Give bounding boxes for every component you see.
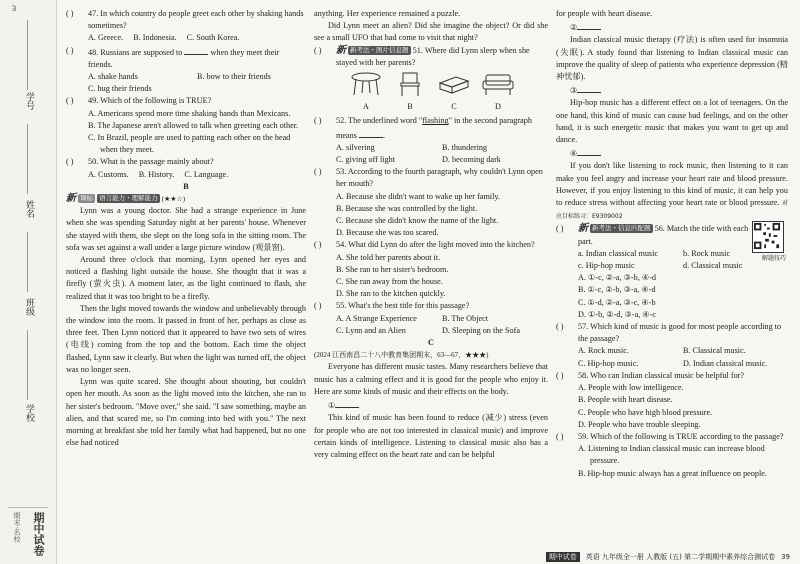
question-56-items	[556, 260, 788, 272]
option-b: B. ①-c, ②-b, ③-a, ④-d	[578, 285, 656, 295]
question-text: 50. What is the passage mainly about?	[88, 157, 214, 167]
option-a: A. Because she didn't want to wake up her family.	[336, 191, 500, 201]
blank-number: ①	[328, 401, 336, 411]
question-text: 54. What did Lynn do after the light moved into the kitchen?	[336, 240, 535, 250]
binding-strip	[0, 0, 57, 564]
option-c: C. ①-d, ②-a, ③-c, ④-b	[578, 297, 656, 307]
option-d: D. People who have trouble sleeping.	[578, 419, 701, 429]
standard-tag: 课标	[80, 194, 94, 203]
question-50-options	[66, 169, 306, 181]
answer-bracket[interactable]: ( )	[314, 45, 322, 55]
method-tag: 新考法・图片信息题	[350, 45, 409, 54]
match-item-a: a. Indian classical music	[578, 248, 659, 258]
question-55-options	[314, 325, 548, 337]
question-57	[556, 321, 788, 345]
question-53	[314, 166, 548, 190]
fill-blank	[577, 83, 601, 93]
new-mark-icon: 新	[578, 223, 588, 235]
option-b: B. Because she was controlled by the light.	[336, 203, 478, 213]
page-number: 39	[781, 553, 790, 561]
page-mark: 3	[12, 4, 16, 13]
option-c: C. In Brazil, people are used to patting each other on the head when they meet.	[88, 133, 291, 155]
option-c: C. hug their friends	[88, 84, 152, 94]
option-a: A. silvering	[336, 142, 375, 152]
question-57-options	[556, 358, 788, 370]
divider-line	[27, 20, 28, 90]
question-text: 49. Which of the following is TRUE?	[88, 96, 212, 106]
option-b: B. thundering	[442, 142, 488, 152]
option-c: C. Lynn and an Alien	[336, 325, 406, 335]
section-b-heading: B	[183, 181, 189, 191]
divider-line	[27, 232, 28, 292]
question-55-options	[314, 313, 548, 325]
answer-bracket[interactable]: ( )	[314, 301, 322, 311]
passage-paragraph: This kind of music has been found to reduce (减少) stress (even for people who are not too interested in classical music) and improve certain kinds of intelligence. Listening to classical music also has a very calming effect on the heart rate and can be helpful	[314, 413, 548, 459]
question-48	[66, 45, 306, 71]
option-a: A. Listening to Indian classical music can increase blood pressure.	[578, 444, 765, 466]
question-59	[556, 431, 788, 443]
option-b: B. Indonesia.	[133, 33, 177, 43]
option-c: C. Because she didn't know the name of the light.	[336, 216, 499, 226]
option-b: B. The Object	[442, 313, 489, 323]
section-c-heading: C	[428, 338, 434, 348]
answer-bracket[interactable]: ( )	[556, 224, 564, 234]
option-c: C. Language.	[184, 169, 229, 179]
question-text-part: 48. Russians are supposed to	[88, 47, 183, 57]
match-item-c: c. Hip-hop music	[578, 261, 635, 271]
picture-option-d[interactable]	[476, 71, 520, 113]
picture-option-c[interactable]	[432, 71, 476, 113]
passage-paragraph: Around three o'clock that morning, Lynn opened her eyes and noticed a flashing light outside the house. She thought that it was a firefly (萤火虫). A moment later, as the light continued to flash, she realized that it was too bright to be a firefly.	[66, 255, 306, 301]
picture-label: A	[363, 102, 369, 112]
option-a: A. ①-c, ②-a, ③-b, ④-d	[578, 273, 657, 283]
divider-line	[27, 124, 28, 194]
question-text-part: 52. The underlined word "	[336, 116, 423, 126]
blank-number: ④	[570, 149, 578, 159]
blank-heading-1	[314, 398, 548, 412]
option-c: C. She ran away from the house.	[336, 277, 443, 287]
question-47	[66, 8, 306, 32]
chair-icon	[392, 71, 428, 97]
question-text: 53. According to the fourth paragraph, why couldn't Lynn open her mouth?	[336, 167, 543, 189]
option-a: A. A Strange Experience	[336, 313, 417, 323]
qr-label: 解题技巧	[761, 255, 786, 263]
question-52-options	[314, 154, 548, 166]
question-text: 59. Which of the following is TRUE according to the passage?	[578, 431, 784, 441]
option-d: D. Indian classical music.	[683, 358, 768, 368]
passage-paragraph: Hip-hop music has a different effect on a lot of teenagers. On the one hand, this kind of music can cause bad feelings, and on the other hand, it is such energetic music that makes you want to get up and dance.	[556, 98, 788, 145]
divider-line	[27, 330, 28, 400]
passage-paragraph: for people with heart disease.	[556, 9, 653, 18]
option-b: B. People with heart disease.	[578, 395, 673, 405]
option-c: C. People who have high blood pressure.	[578, 407, 713, 417]
question-text: 58. Who can Indian classical music be helpful for?	[578, 370, 745, 380]
fill-blank	[335, 398, 359, 408]
picture-label: B	[407, 102, 413, 112]
class-label: 班级	[24, 298, 34, 316]
passage-paragraph: Lynn was quite scared. She thought about shouting, but couldn't open her mouth. As soon as the light moved into the kitchen, she ran to her sister's bedroom. "Move over," she said. "I saw something, maybe an alien, and that scared me, so I'm coming into bed with you." The next morning at breakfast she told her family what had happened, but no one else had noticed	[66, 377, 306, 448]
question-57-options	[556, 345, 788, 357]
picture-label: C	[451, 102, 457, 112]
qr-pattern	[753, 222, 781, 250]
option-d: D. becoming dark	[442, 155, 501, 165]
question-text-part: " in the second paragraph means	[336, 116, 532, 140]
fill-blank	[359, 128, 383, 138]
answer-bracket[interactable]: ( )	[556, 370, 564, 380]
fill-blank	[184, 45, 208, 55]
page-footer	[546, 552, 790, 562]
new-mark-icon: 新	[66, 193, 76, 205]
question-48-options	[66, 71, 306, 83]
option-a: A. Americans spend more time shaking hands than Mexicans.	[88, 108, 291, 118]
question-52-options	[314, 142, 548, 154]
bed-icon	[436, 71, 472, 97]
option-c: C. South Korea.	[186, 33, 240, 43]
passage-paragraph	[556, 160, 788, 223]
option-d: D. Because she was too scared.	[336, 228, 439, 238]
option-a: A. Customs.	[88, 169, 129, 179]
table-icon	[348, 71, 384, 97]
blank-heading-3	[556, 83, 788, 97]
answer-bracket[interactable]: ( )	[66, 157, 74, 167]
method-tag: 新考法・信息匹配题	[592, 224, 651, 233]
answer-bracket[interactable]: ( )	[66, 96, 74, 106]
picture-option-a[interactable]	[344, 71, 388, 113]
question-text-part: 56. Match the title with each part.	[578, 224, 749, 246]
option-a: A. She told her parents about it.	[336, 252, 441, 262]
passage-paragraph: Did Lynn meet an alien? Did she imagine the object? Or did she see a small UFO that had come to visit that night?	[314, 21, 548, 43]
option-a: A. Greece.	[88, 33, 124, 43]
section-b-tags	[66, 193, 306, 205]
target-note: 对应目标练习：E9309002	[556, 200, 789, 221]
option-d: D. She ran to the kitchen quickly.	[336, 289, 446, 299]
question-49	[66, 95, 306, 107]
question-text: 52. The underlined word "flashing" in the second paragraph means .	[336, 116, 532, 140]
footer-badge: 期中试卷	[546, 552, 580, 562]
option-a: A. People with low intelligence.	[578, 383, 684, 393]
difficulty-stars: (★★☆)	[161, 195, 186, 204]
picture-label: D	[495, 102, 501, 112]
brand-logo	[8, 507, 48, 556]
match-item-b: b. Rock music	[683, 248, 731, 258]
sofa-icon	[480, 71, 516, 97]
school-label: 学校	[24, 404, 34, 422]
column-right	[556, 8, 788, 480]
passage-text: If you don't like listening to rock music, then listening to it can make you feel angry and increase your heart rate and blood pressure. However, if you enjoy listening to this kind of music, it can help you to reduce stress without affecting your heart rate or blood pressure.	[556, 161, 788, 208]
option-b: B. The Japanese aren't allowed to talk when greeting each other.	[88, 120, 299, 130]
answer-bracket[interactable]: ( )	[66, 9, 74, 18]
option-a: A. shake hands	[88, 72, 138, 82]
question-text: 55. What's the best title for this passage?	[336, 301, 470, 311]
brand-title: 期中试卷	[32, 512, 45, 556]
question-text: 47. In which country do people greet each other by shaking hands sometimes?	[88, 9, 304, 31]
question-text	[336, 45, 548, 69]
option-d: D. Sleeping on the Sofa	[442, 325, 520, 335]
question-text: 57. Which kind of music is good for most people according to the passage?	[578, 322, 782, 344]
passage-paragraph: anything. Her experience remained a puzzle.	[314, 9, 461, 18]
option-c: C. Hip-hop music.	[578, 358, 639, 368]
question-58	[556, 370, 788, 382]
footer-subject: 英语 九年级全一册 人教版 (五) 第二学期期中素养综合测试卷	[585, 553, 776, 561]
answer-bracket[interactable]: ( )	[556, 322, 564, 332]
option-b: B. History.	[138, 169, 175, 179]
question-55	[314, 300, 548, 312]
passage-paragraph: Indian classical music therapy (疗法) is often used for insomnia (失眠). A study found that listening to Indian classical music can improve the quality of sleep of patients who experience depression (精神忧郁).	[556, 35, 788, 82]
question-text-part: 51. Where did Lynn sleep when she stayed with her parents?	[336, 45, 530, 67]
underlined-word: flashing	[422, 116, 449, 126]
question-50	[66, 156, 306, 168]
answer-bracket[interactable]: ( )	[314, 116, 322, 126]
answer-bracket[interactable]: ( )	[556, 431, 564, 441]
passage-paragraph: Then the light moved towards the window and unbelievably through the window into the room. It passed in front of her, perhaps as close as three feet. Then Lynn noticed that it appeared to have two sets of wires (电线) coming from the top and the bottom. Each time the object flashed, Lynn saw it clearly. But when the light was turned off, the object was no longer seen.	[66, 303, 306, 374]
option-b: B. bow to their friends	[197, 72, 271, 82]
option-b: B. Hip-hop music always has a great influence on people.	[578, 468, 767, 478]
student-id-label: 学号	[24, 92, 34, 110]
passage-paragraph: Everyone has different music tastes. Many researchers believe that music has a calming effect and it is good for the people who enjoy it. Here are some kinds of music and their effects on the body.	[314, 362, 548, 396]
new-mark-icon: 新	[336, 44, 346, 56]
option-b: B. Classical music.	[683, 346, 746, 356]
option-c: C. giving off light	[336, 155, 395, 165]
question-47-options	[66, 32, 306, 44]
fill-blank	[577, 20, 601, 30]
question-54	[314, 239, 548, 251]
question-52	[314, 115, 548, 141]
section-c-source: (2024 江西南昌二十八中教育集团期末，63—67，★★★)	[314, 351, 489, 360]
option-a: A. Rock music.	[578, 346, 629, 356]
match-item-d: d. Classical music	[683, 261, 743, 271]
picture-options	[314, 71, 548, 113]
student-name-label: 姓名	[24, 200, 34, 218]
picture-option-b[interactable]	[388, 71, 432, 113]
option-d: D. ①-b, ②-d, ③-a, ④-c	[578, 309, 657, 319]
qr-code-icon[interactable]	[752, 221, 784, 253]
option-b: B. She ran to her sister's bedroom.	[336, 264, 449, 274]
blank-number: ③	[570, 86, 578, 96]
blank-heading-4	[556, 146, 788, 160]
skill-tag: 语言能力・理解能力	[99, 194, 158, 203]
passage-paragraph: Lynn was a young doctor. She had a strange experience in June when she was spending Saturday night at her parents' house. Whenever she stayed with them, she slept on the long sofa in the sitting room. The sofa was set against a wall under a large picture window (观景窗).	[66, 206, 306, 252]
question-text	[578, 223, 752, 247]
fill-blank	[577, 146, 601, 156]
answer-bracket[interactable]: ( )	[66, 45, 74, 55]
blank-heading-2	[556, 20, 788, 34]
question-text-part: when they meet their friends.	[88, 47, 280, 69]
column-left	[66, 8, 306, 449]
blank-number: ②	[570, 23, 578, 33]
question-text	[88, 45, 306, 71]
column-middle	[314, 8, 548, 461]
question-51	[314, 45, 548, 69]
answer-bracket[interactable]: ( )	[314, 240, 322, 250]
brand-subtitle: 期末·名校	[13, 512, 21, 543]
answer-bracket[interactable]: ( )	[314, 167, 322, 177]
